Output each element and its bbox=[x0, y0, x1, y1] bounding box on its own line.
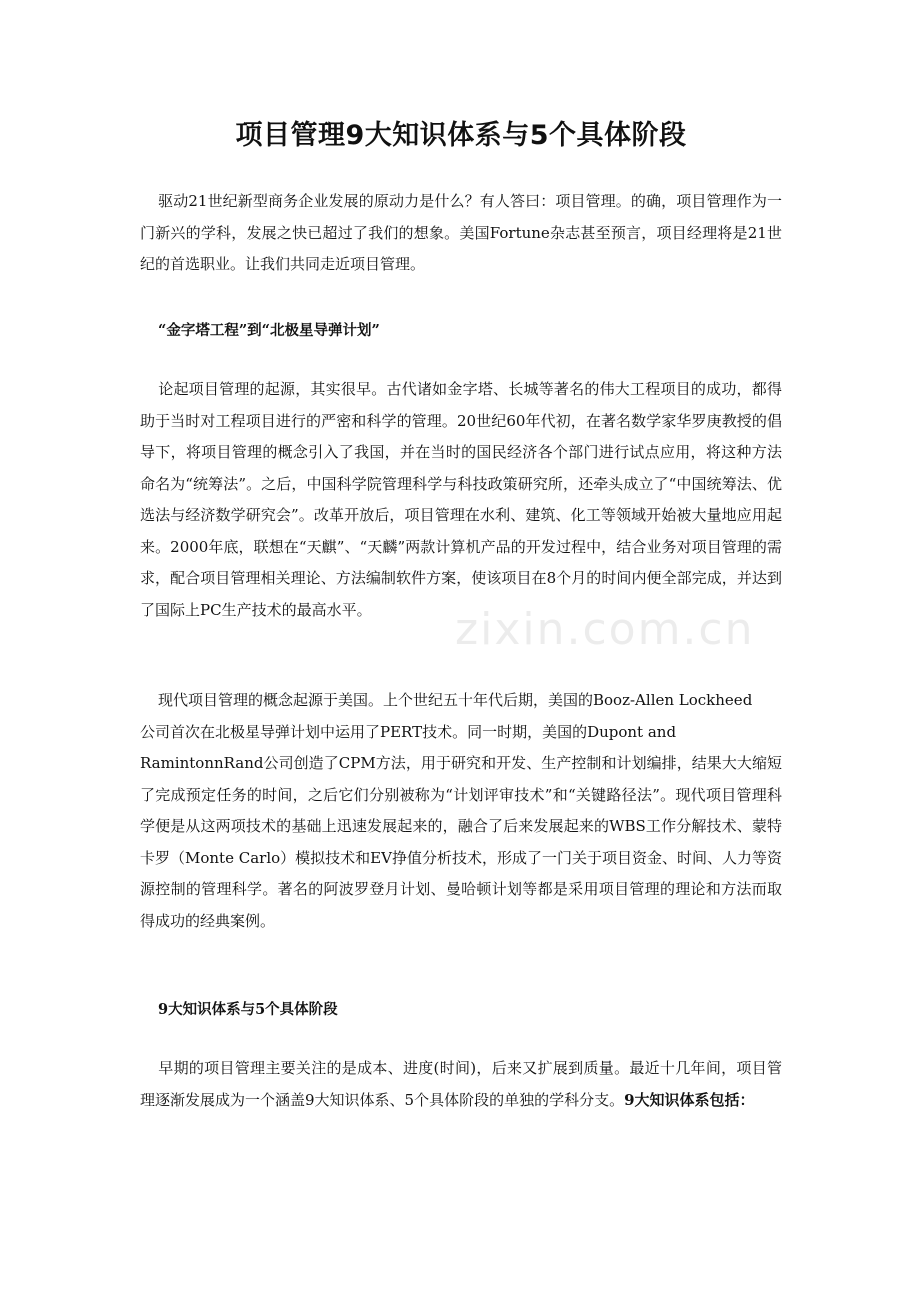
section1-paragraph-2-line1 bbox=[140, 685, 782, 717]
section1-paragraph-2-rest: RamintonnRand公司创造了CPM方法，用于研究和开发、生产控制和计划编排，结果大大缩短了完成预定任务的时间，之后它们分别被称为“计划评审技术”和“关键路径法”。现代项目管理科学便是从这两项技术的基础上迅速发展起来的，融合了后来发展起来的WBS工作分解技术、蒙特卡罗（Monte Carlo）模拟技术和EV挣值分析技术，形成了一门关于项目资金、时间、人力等资源控制的管理科学。著名的阿波罗登月计划、曼哈顿计划等都是采用项目管理的理论和方法而取得成功的经典案例。 bbox=[140, 754, 782, 930]
section1-paragraph-1-text: 论起项目管理的起源，其实很早。古代诸如金字塔、长城等著名的伟大工程项目的成功，都得助于当时对工程项目进行的严密和科学的管理。20世纪60年代初，在著名数学家华罗庚教授的倡导下，将项目管理的概念引入了我国，并在当时的国民经济各个部门进行试点应用，将这种方法命名为“统筹法”。之后，中国科学院管理科学与科技政策研究所，还牵头成立了“中国统筹法、优选法与经济数学研究会”。改革开放后，项目管理在水利、建筑、化工等领域开始被大量地应用起来。2000年底，联想在“天麒”、“天麟”两款计算机产品的开发过程中，结合业务对项目管理的需求，配合项目管理相关理论、方法编制软件方案，使该项目在8个月的时间内便全部完成，并达到了国际上PC生产技术的最高水平。 bbox=[140, 380, 782, 619]
section2-paragraph bbox=[140, 1053, 782, 1116]
watermark-logo: zixin.com.cn bbox=[455, 604, 755, 655]
document-title: 项目管理9大知识体系与5个具体阶段 bbox=[235, 120, 687, 151]
section1-paragraph-2-line1-text: 现代项目管理的概念起源于美国。上个世纪五十年代后期，美国的Booz-Allen Lockheed bbox=[158, 691, 753, 709]
section1-paragraph-2-line2: 公司首次在北极星导弹计划中运用了PERT技术。同一时期，美国的Dupont and bbox=[140, 722, 677, 741]
section1-paragraph-2 bbox=[140, 685, 782, 937]
section2-heading: 9大知识体系与5个具体阶段 bbox=[158, 1001, 338, 1018]
section2-paragraph-text: 早期的项目管理主要关注的是成本、进度(时间)，后来又扩展到质量。最近十几年间，项目管理逐渐发展成为一个涵盖9大知识体系、5个具体阶段的单独的学科分支。 bbox=[140, 1059, 782, 1109]
section2-paragraph-bold: 9大知识体系包括： bbox=[624, 1090, 755, 1109]
section1-paragraph-1 bbox=[140, 374, 782, 626]
section1-heading: “金字塔工程”到“北极星导弹计划” bbox=[158, 322, 380, 339]
intro-text: 驱动21世纪新型商务企业发展的原动力是什么？有人答曰：项目管理。的确，项目管理作为一门新兴的学科，发展之快已超过了我们的想象。美国Fortune杂志甚至预言，项目经理将是21世纪的首选职业。让我们共同走近项目管理。 bbox=[140, 192, 782, 273]
intro-paragraph bbox=[140, 186, 782, 281]
